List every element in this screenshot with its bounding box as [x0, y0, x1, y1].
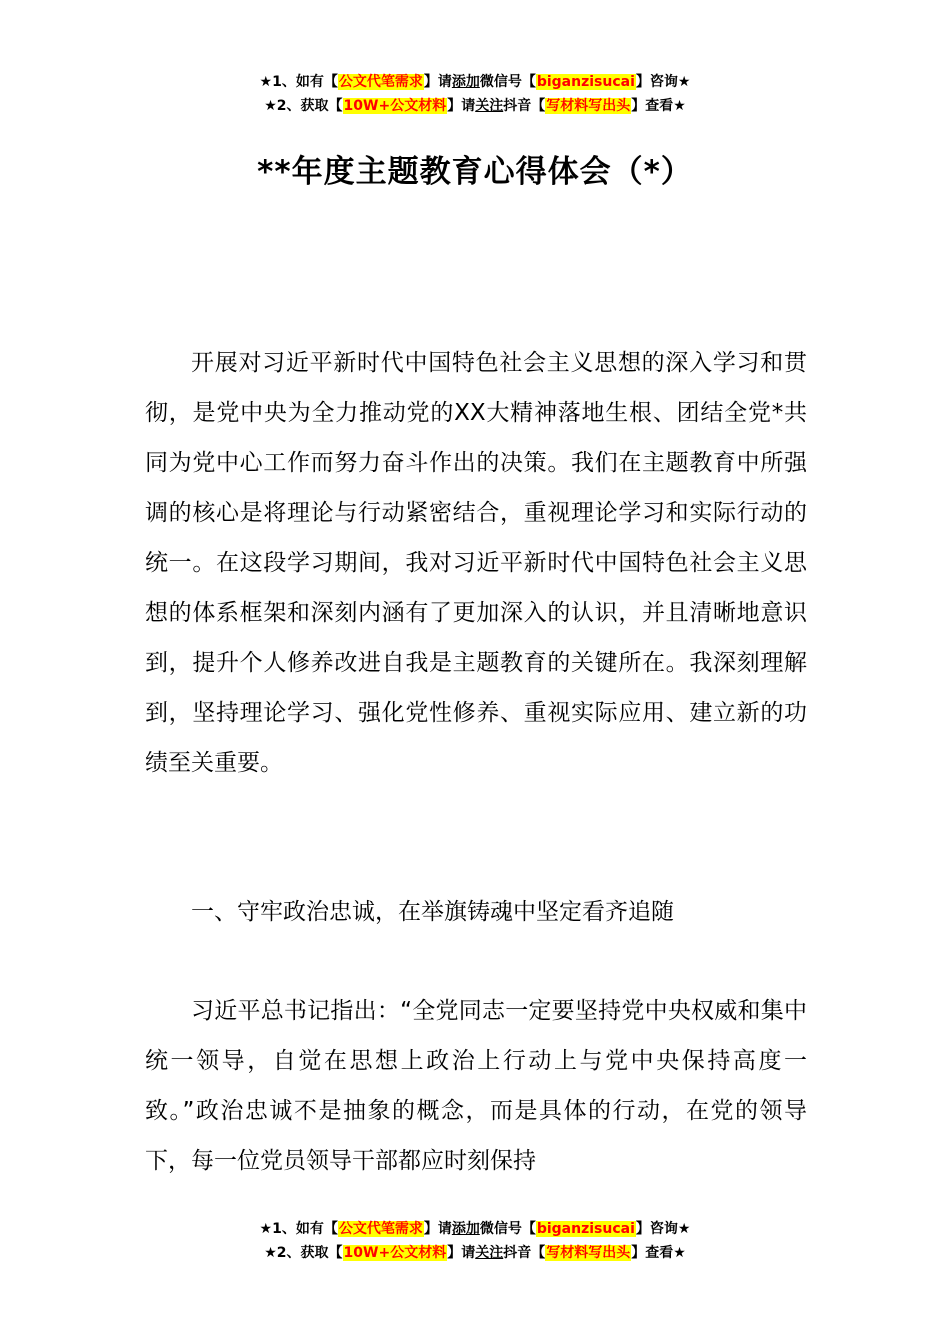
highlight-douyin-account: 写材料写出头	[546, 1245, 631, 1261]
star-icon: ★	[264, 1245, 277, 1261]
footer-banner	[0, 1217, 950, 1265]
banner-text: 】查看★	[631, 1245, 686, 1261]
highlight-ghostwriting: 公文代笔需求	[338, 74, 423, 90]
banner-line-2	[0, 1241, 950, 1265]
body-paragraph-2: 习近平总书记指出：“全党同志一定要坚持党中央权威和集中统一领导，自觉在思想上政治上行动上与党中央保持高度一致。”政治忠诚不是抽象的概念，而是具体的行动，在党的领导下，每一位党员领导干部都应时刻保持	[145, 998, 807, 1174]
highlight-douyin-account: 写材料写出头	[546, 98, 631, 114]
banner-text: 抖音【	[503, 98, 546, 114]
banner-underlined-text: 添加	[451, 1221, 480, 1237]
highlight-ghostwriting: 公文代笔需求	[338, 1221, 423, 1237]
banner-text: 1、如有【	[272, 74, 338, 90]
banner-text: 】咨询★	[635, 74, 691, 90]
highlight-wechat-id: biganzisucai	[536, 1221, 635, 1237]
banner-text: 】咨询★	[635, 1221, 691, 1237]
highlight-materials: 10W+公文材料	[343, 1245, 447, 1261]
document-title: **年度主题教育心得体会（*）	[257, 154, 693, 190]
header-banner	[0, 70, 950, 118]
star-icon: ★	[259, 74, 273, 90]
banner-line-1	[0, 70, 950, 94]
banner-text: 微信号【	[479, 74, 536, 90]
banner-line-1	[0, 1217, 950, 1241]
banner-text: 】请	[447, 1245, 476, 1261]
banner-text: 2、获取【	[276, 1245, 343, 1261]
banner-text: 】查看★	[631, 98, 686, 114]
banner-underlined-text: 关注	[475, 1245, 504, 1261]
star-icon: ★	[259, 1221, 273, 1237]
highlight-wechat-id: biganzisucai	[536, 74, 635, 90]
highlight-materials: 10W+公文材料	[343, 98, 447, 114]
banner-text: 】请	[423, 74, 452, 90]
star-icon: ★	[264, 98, 277, 114]
banner-text: 抖音【	[503, 1245, 546, 1261]
banner-text: 】请	[447, 98, 476, 114]
banner-underlined-text: 添加	[451, 74, 480, 90]
body-paragraph-1: 开展对习近平新时代中国特色社会主义思想的深入学习和贯彻，是党中央为全力推动党的XX大精神落地生根、团结全党*共同为党中心工作而努力奋斗作出的决策。我们在主题教育中所强调的核心是将理论与行动紧密结合，重视理论学习和实际行动的统一。在这段学习期间，我对习近平新时代中国特色社会主义思想的体系框架和深刻内涵有了更加深入的认识，并且清晰地意识到，提升个人修养改进自我是主题教育的关键所在。我深刻理解到，坚持理论学习、强化党性修养、重视实际应用、建立新的功绩至关重要。	[145, 350, 807, 776]
banner-line-2	[0, 94, 950, 118]
banner-underlined-text: 关注	[475, 98, 504, 114]
banner-text: 】请	[423, 1221, 452, 1237]
section-heading-1: 一、守牢政治忠诚，在举旗铸魂中坚定看齐追随	[191, 899, 674, 925]
banner-text: 1、如有【	[272, 1221, 338, 1237]
banner-text: 微信号【	[479, 1221, 536, 1237]
banner-text: 2、获取【	[276, 98, 343, 114]
